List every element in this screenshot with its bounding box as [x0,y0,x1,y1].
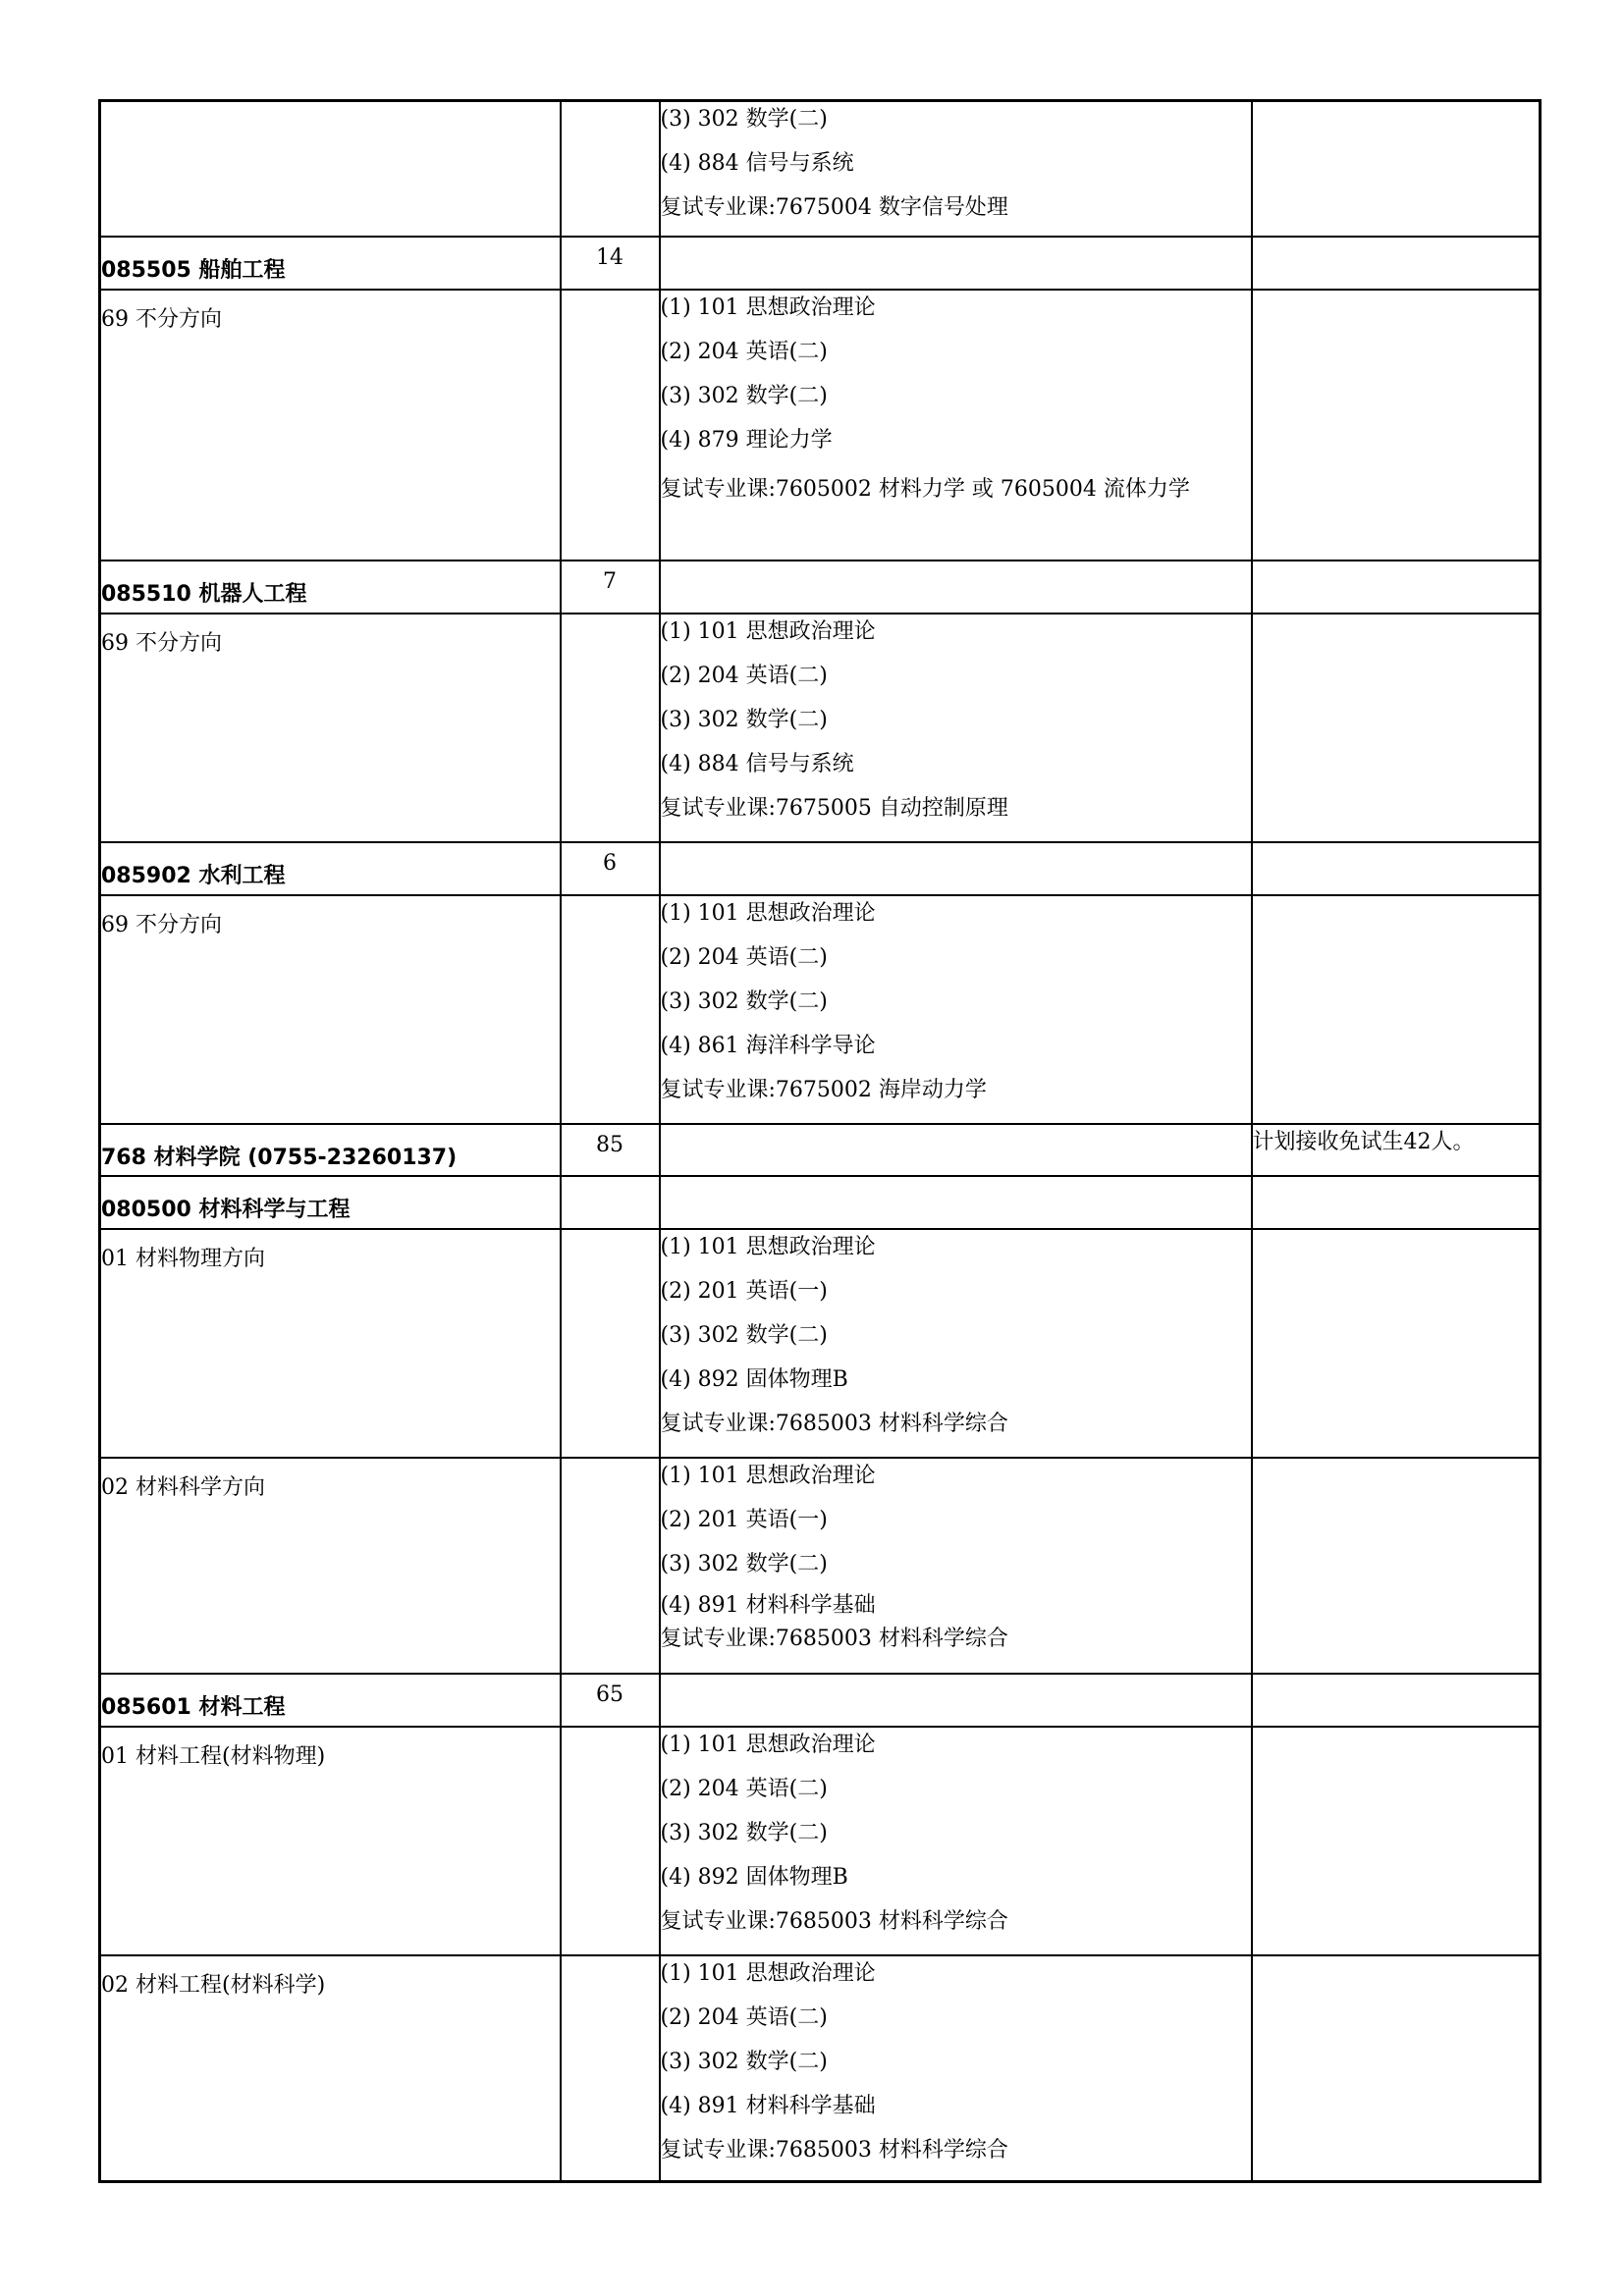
exam-subject-line: (3) 302 数学(二) [660,2049,828,2074]
remark-cell: 计划接收免试生42人。 [1252,1124,1541,1176]
major-name-cell: 085601 材料工程 [100,1674,561,1727]
remark-cell [1252,1176,1541,1229]
direction-name-cell: 01 材料工程(材料物理) [100,1727,561,1955]
exam-subjects-cell [660,561,1252,614]
exam-subject-line: (1) 101 思想政治理论 [660,1732,876,1757]
retest-subject-line: 复试专业课:7685003 材料科学综合 [660,1411,1008,1436]
exam-subject-line: (3) 302 数学(二) [660,1551,828,1576]
exam-subject-line: (3) 302 数学(二) [660,383,828,408]
exam-subject-line: (1) 101 思想政治理论 [660,1463,876,1488]
table-row [100,561,1541,614]
exam-subject-line: (2) 201 英语(一) [660,1278,828,1304]
remark-cell [1252,101,1541,237]
remark-cell [1252,1458,1541,1674]
admissions-catalog-table [98,99,1542,2183]
exam-subjects-cell [660,1229,1252,1458]
exam-subjects-cell [660,1727,1252,1955]
quota-cell [561,1229,660,1458]
remark-cell [1252,1674,1541,1727]
direction-name-cell: 69 不分方向 [100,895,561,1124]
table-row [100,290,1541,561]
table-row [100,1229,1541,1458]
remark-cell [1252,1727,1541,1955]
table-row [100,1674,1541,1727]
exam-subject-line: (4) 879 理论力学 [660,427,833,453]
remark-cell [1252,614,1541,842]
retest-subject-line: 复试专业课:7685003 材料科学综合 [660,1908,1008,1934]
direction-name-cell: 02 材料工程(材料科学) [100,1955,561,2182]
retest-subject-line: 复试专业课:7685003 材料科学综合 [660,1626,1008,1651]
remark-cell [1252,1229,1541,1458]
exam-subject-line: (4) 892 固体物理B [660,1864,848,1890]
table-row [100,1176,1541,1229]
remark-cell [1252,561,1541,614]
remark-cell [1252,1955,1541,2182]
exam-subjects-cell [660,290,1252,561]
exam-subjects-cell [660,237,1252,290]
table-row [100,1955,1541,2182]
exam-subject-line: (3) 302 数学(二) [660,1322,828,1348]
direction-name-cell: 01 材料物理方向 [100,1229,561,1458]
exam-subject-line: (3) 302 数学(二) [660,988,828,1014]
table-row [100,895,1541,1124]
remark-cell [1252,290,1541,561]
exam-subject-line: (4) 892 固体物理B [660,1366,848,1392]
quota-cell [561,614,660,842]
exam-subject-line: (2) 204 英语(二) [660,2004,828,2030]
exam-subject-line: (3) 302 数学(二) [660,107,828,132]
major-name-cell [100,101,561,237]
exam-subject-line: (3) 302 数学(二) [660,1820,828,1845]
exam-subject-line: (4) 861 海洋科学导论 [660,1033,876,1058]
exam-subjects-cell [660,895,1252,1124]
retest-subject-line: 复试专业课:7675002 海岸动力学 [660,1077,987,1102]
quota-cell [561,1176,660,1229]
quota-cell [561,290,660,561]
exam-subject-line: (1) 101 思想政治理论 [660,294,876,320]
retest-subject-line: 复试专业课:7685003 材料科学综合 [660,2137,1008,2163]
direction-name-cell: 69 不分方向 [100,614,561,842]
exam-subject-line: (1) 101 思想政治理论 [660,1234,876,1259]
retest-subject-line: 复试专业课:7605002 材料力学 或 7605004 流体力学 [660,476,1190,502]
retest-subject-line: 复试专业课:7675005 自动控制原理 [660,795,1008,821]
quota-cell: 85 [561,1124,660,1176]
table-row [100,1458,1541,1674]
retest-subject-line: 复试专业课:7675004 数字信号处理 [660,195,1008,220]
exam-subject-line: (3) 302 数学(二) [660,707,828,732]
remark-cell [1252,842,1541,895]
direction-name-cell: 69 不分方向 [100,290,561,561]
major-name-cell: 080500 材料科学与工程 [100,1176,561,1229]
table-row [100,1727,1541,1955]
exam-subjects-cell [660,842,1252,895]
exam-subject-line: (1) 101 思想政治理论 [660,1960,876,1986]
major-name-cell: 085510 机器人工程 [100,561,561,614]
exam-subject-line: (2) 204 英语(二) [660,1776,828,1801]
exam-subject-line: (4) 891 材料科学基础 [660,2093,876,2118]
exam-subjects-cell [660,1674,1252,1727]
exam-subject-line: (2) 201 英语(一) [660,1507,828,1532]
exam-subject-line: (4) 884 信号与系统 [660,151,854,176]
remark-cell [1252,237,1541,290]
exam-subject-line: (4) 891 材料科学基础 [660,1592,876,1618]
direction-name-cell: 02 材料科学方向 [100,1458,561,1674]
table-row [100,237,1541,290]
exam-subject-line: (2) 204 英语(二) [660,663,828,688]
major-name-cell: 085902 水利工程 [100,842,561,895]
quota-cell: 7 [561,561,660,614]
exam-subjects-cell [660,1458,1252,1674]
quota-cell [561,1727,660,1955]
table-row [100,101,1541,237]
exam-subjects-cell [660,101,1252,237]
exam-subject-line: (2) 204 英语(二) [660,944,828,970]
exam-subjects-cell [660,1124,1252,1176]
quota-cell: 65 [561,1674,660,1727]
remark-cell [1252,895,1541,1124]
exam-subject-line: (1) 101 思想政治理论 [660,900,876,926]
exam-subject-line: (2) 204 英语(二) [660,339,828,364]
quota-cell [561,1458,660,1674]
exam-subjects-cell [660,1176,1252,1229]
major-name-cell: 085505 船舶工程 [100,237,561,290]
exam-subject-line: (4) 884 信号与系统 [660,751,854,776]
exam-subject-line: (1) 101 思想政治理论 [660,618,876,644]
quota-cell [561,895,660,1124]
exam-subjects-cell [660,614,1252,842]
school-name-cell: 768 材料学院 (0755-23260137) [100,1124,561,1176]
quota-cell [561,1955,660,2182]
table-row [100,842,1541,895]
quota-cell: 6 [561,842,660,895]
table-row [100,1124,1541,1176]
table-row [100,614,1541,842]
quota-cell [561,101,660,237]
quota-cell: 14 [561,237,660,290]
exam-subjects-cell [660,1955,1252,2182]
